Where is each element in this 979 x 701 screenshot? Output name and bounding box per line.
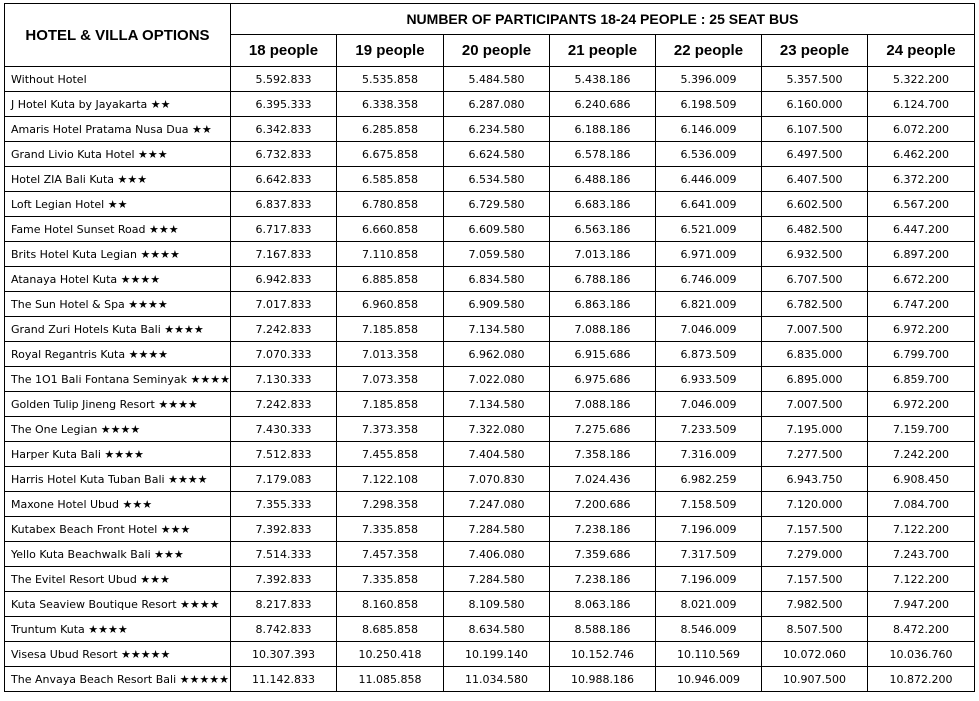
price-cell: 7.406.080 (443, 542, 549, 567)
column-header: 23 people (761, 35, 867, 67)
price-cell: 7.088.186 (549, 317, 655, 342)
price-cell: 7.017.833 (230, 292, 336, 317)
price-cell: 7.242.200 (867, 442, 974, 467)
price-cell: 7.084.700 (867, 492, 974, 517)
table-row (5, 567, 975, 592)
price-cell: 7.122.200 (867, 567, 974, 592)
table-row (5, 67, 975, 92)
price-cell: 7.122.108 (336, 467, 443, 492)
hotel-name-cell: Golden Tulip Jineng Resort ★★★★ (5, 392, 231, 417)
price-cell: 7.007.500 (761, 392, 867, 417)
hotel-name-cell: Grand Livio Kuta Hotel ★★★ (5, 142, 231, 167)
price-cell: 8.021.009 (655, 592, 761, 617)
hotel-name-cell: Harris Hotel Kuta Tuban Bali ★★★★ (5, 467, 231, 492)
price-cell: 7.110.858 (336, 242, 443, 267)
price-cell: 7.358.186 (549, 442, 655, 467)
price-cell: 6.675.858 (336, 142, 443, 167)
price-cell: 6.788.186 (549, 267, 655, 292)
hotel-name-cell: The Sun Hotel & Spa ★★★★ (5, 292, 231, 317)
price-cell: 6.746.009 (655, 267, 761, 292)
price-cell: 7.298.358 (336, 492, 443, 517)
table-row (5, 317, 975, 342)
price-cell: 7.373.358 (336, 417, 443, 442)
price-cell: 7.404.580 (443, 442, 549, 467)
price-cell: 10.152.746 (549, 642, 655, 667)
table-row (5, 417, 975, 442)
price-cell: 7.455.858 (336, 442, 443, 467)
price-cell: 6.747.200 (867, 292, 974, 317)
price-cell: 7.392.833 (230, 517, 336, 542)
price-cell: 6.372.200 (867, 167, 974, 192)
price-cell: 6.234.580 (443, 117, 549, 142)
price-cell: 7.157.500 (761, 567, 867, 592)
price-cell: 6.160.000 (761, 92, 867, 117)
price-cell: 7.130.333 (230, 367, 336, 392)
column-header: 21 people (549, 35, 655, 67)
price-cell: 10.988.186 (549, 667, 655, 692)
price-cell: 10.199.140 (443, 642, 549, 667)
price-cell: 7.196.009 (655, 567, 761, 592)
price-cell: 6.447.200 (867, 217, 974, 242)
table-row (5, 192, 975, 217)
price-cell: 7.512.833 (230, 442, 336, 467)
price-cell: 7.284.580 (443, 567, 549, 592)
price-cell: 7.167.833 (230, 242, 336, 267)
price-cell: 6.602.500 (761, 192, 867, 217)
price-cell: 8.507.500 (761, 617, 867, 642)
price-cell: 6.975.686 (549, 367, 655, 392)
table-row (5, 142, 975, 167)
price-cell: 6.863.186 (549, 292, 655, 317)
hotel-name-cell: The One Legian ★★★★ (5, 417, 231, 442)
price-cell: 6.198.509 (655, 92, 761, 117)
price-cell: 6.933.509 (655, 367, 761, 392)
price-cell: 7.070.830 (443, 467, 549, 492)
hotel-name-cell: Kuta Seaview Boutique Resort ★★★★ (5, 592, 231, 617)
price-cell: 6.782.500 (761, 292, 867, 317)
price-cell: 7.024.436 (549, 467, 655, 492)
price-cell: 7.088.186 (549, 392, 655, 417)
price-cell: 6.962.080 (443, 342, 549, 367)
price-cell: 7.185.858 (336, 392, 443, 417)
price-cell: 7.284.580 (443, 517, 549, 542)
price-cell: 7.013.186 (549, 242, 655, 267)
price-cell: 8.160.858 (336, 592, 443, 617)
price-cell: 10.307.393 (230, 642, 336, 667)
price-cell: 8.546.009 (655, 617, 761, 642)
price-cell: 6.960.858 (336, 292, 443, 317)
hotel-name-cell: Kutabex Beach Front Hotel ★★★ (5, 517, 231, 542)
price-cell: 7.275.686 (549, 417, 655, 442)
price-cell: 6.446.009 (655, 167, 761, 192)
price-cell: 10.072.060 (761, 642, 867, 667)
table-row (5, 267, 975, 292)
price-cell: 7.157.500 (761, 517, 867, 542)
table-row (5, 242, 975, 267)
column-header: 18 people (230, 35, 336, 67)
table-row (5, 117, 975, 142)
price-cell: 7.158.509 (655, 492, 761, 517)
price-cell: 6.287.080 (443, 92, 549, 117)
price-cell: 7.359.686 (549, 542, 655, 567)
price-cell: 10.036.760 (867, 642, 974, 667)
price-cell: 7.046.009 (655, 317, 761, 342)
table-row (5, 342, 975, 367)
table-row (5, 592, 975, 617)
price-cell: 7.022.080 (443, 367, 549, 392)
price-cell: 6.482.500 (761, 217, 867, 242)
price-cell: 7.277.500 (761, 442, 867, 467)
price-cell: 7.247.080 (443, 492, 549, 517)
table-row (5, 92, 975, 117)
price-cell: 6.915.686 (549, 342, 655, 367)
price-cell: 7.335.858 (336, 567, 443, 592)
price-cell: 6.488.186 (549, 167, 655, 192)
price-cell: 8.109.580 (443, 592, 549, 617)
price-cell: 10.872.200 (867, 667, 974, 692)
price-cell: 10.907.500 (761, 667, 867, 692)
price-cell: 8.217.833 (230, 592, 336, 617)
table-row (5, 392, 975, 417)
price-cell: 7.238.186 (549, 517, 655, 542)
hotel-name-cell: Fame Hotel Sunset Road ★★★ (5, 217, 231, 242)
hotel-name-cell: Visesa Ubud Resort ★★★★★ (5, 642, 231, 667)
price-cell: 6.240.686 (549, 92, 655, 117)
hotel-name-cell: Loft Legian Hotel ★★ (5, 192, 231, 217)
price-cell: 6.821.009 (655, 292, 761, 317)
price-cell: 6.124.700 (867, 92, 974, 117)
table-row (5, 542, 975, 567)
price-cell: 7.279.000 (761, 542, 867, 567)
price-cell: 5.396.009 (655, 67, 761, 92)
price-cell: 6.285.858 (336, 117, 443, 142)
price-cell: 6.497.500 (761, 142, 867, 167)
price-cell: 6.909.580 (443, 292, 549, 317)
price-cell: 6.563.186 (549, 217, 655, 242)
price-cell: 6.729.580 (443, 192, 549, 217)
price-cell: 8.634.580 (443, 617, 549, 642)
price-cell: 6.641.009 (655, 192, 761, 217)
price-cell: 7.514.333 (230, 542, 336, 567)
price-cell: 7.134.580 (443, 317, 549, 342)
price-cell: 5.535.858 (336, 67, 443, 92)
table-row (5, 667, 975, 692)
price-cell: 5.357.500 (761, 67, 867, 92)
price-cell: 6.707.500 (761, 267, 867, 292)
price-cell: 7.159.700 (867, 417, 974, 442)
table-row (5, 642, 975, 667)
price-cell: 7.242.833 (230, 392, 336, 417)
table-row (5, 617, 975, 642)
price-cell: 7.242.833 (230, 317, 336, 342)
price-cell: 11.085.858 (336, 667, 443, 692)
price-cell: 6.642.833 (230, 167, 336, 192)
price-cell: 7.322.080 (443, 417, 549, 442)
hotel-name-cell: The Evitel Resort Ubud ★★★ (5, 567, 231, 592)
price-cell: 7.317.509 (655, 542, 761, 567)
price-cell: 7.195.000 (761, 417, 867, 442)
price-cell: 6.897.200 (867, 242, 974, 267)
price-cell: 5.322.200 (867, 67, 974, 92)
hotel-options-header: HOTEL & VILLA OPTIONS (5, 4, 231, 67)
price-cell: 7.134.580 (443, 392, 549, 417)
price-cell: 6.521.009 (655, 217, 761, 242)
price-cell: 6.895.000 (761, 367, 867, 392)
price-cell: 6.943.750 (761, 467, 867, 492)
hotel-name-cell: Atanaya Hotel Kuta ★★★★ (5, 267, 231, 292)
price-cell: 10.946.009 (655, 667, 761, 692)
price-cell: 6.578.186 (549, 142, 655, 167)
price-cell: 7.007.500 (761, 317, 867, 342)
price-cell: 10.250.418 (336, 642, 443, 667)
price-cell: 6.585.858 (336, 167, 443, 192)
table-row (5, 517, 975, 542)
table-row (5, 217, 975, 242)
price-cell: 5.438.186 (549, 67, 655, 92)
price-cell: 6.835.000 (761, 342, 867, 367)
price-cell: 6.971.009 (655, 242, 761, 267)
price-cell: 7.982.500 (761, 592, 867, 617)
price-cell: 6.799.700 (867, 342, 974, 367)
price-cell: 8.472.200 (867, 617, 974, 642)
price-cell: 6.717.833 (230, 217, 336, 242)
price-cell: 6.534.580 (443, 167, 549, 192)
price-cell: 6.107.500 (761, 117, 867, 142)
price-cell: 7.179.083 (230, 467, 336, 492)
price-cell: 6.908.450 (867, 467, 974, 492)
hotel-name-cell: Hotel ZIA Bali Kuta ★★★ (5, 167, 231, 192)
price-cell: 6.188.186 (549, 117, 655, 142)
price-cell: 6.567.200 (867, 192, 974, 217)
price-cell: 6.972.200 (867, 317, 974, 342)
price-cell: 6.873.509 (655, 342, 761, 367)
column-header: 19 people (336, 35, 443, 67)
price-cell: 11.034.580 (443, 667, 549, 692)
price-cell: 6.536.009 (655, 142, 761, 167)
hotel-name-cell: Grand Zuri Hotels Kuta Bali ★★★★ (5, 317, 231, 342)
column-header: 20 people (443, 35, 549, 67)
table-body (5, 67, 975, 692)
participants-group-header: NUMBER OF PARTICIPANTS 18-24 PEOPLE : 25 SEAT BUS (230, 4, 974, 35)
price-cell: 7.355.333 (230, 492, 336, 517)
hotel-name-cell: Maxone Hotel Ubud ★★★ (5, 492, 231, 517)
price-cell: 6.462.200 (867, 142, 974, 167)
price-cell: 6.395.333 (230, 92, 336, 117)
price-cell: 6.146.009 (655, 117, 761, 142)
price-cell: 6.942.833 (230, 267, 336, 292)
price-cell: 7.122.200 (867, 517, 974, 542)
price-cell: 7.196.009 (655, 517, 761, 542)
price-cell: 6.624.580 (443, 142, 549, 167)
price-cell: 6.672.200 (867, 267, 974, 292)
table-header (5, 4, 975, 67)
hotel-name-cell: J Hotel Kuta by Jayakarta ★★ (5, 92, 231, 117)
price-cell: 8.685.858 (336, 617, 443, 642)
price-cell: 7.070.333 (230, 342, 336, 367)
price-cell: 10.110.569 (655, 642, 761, 667)
price-cell: 6.732.833 (230, 142, 336, 167)
table-row (5, 292, 975, 317)
price-cell: 7.430.333 (230, 417, 336, 442)
price-cell: 7.243.700 (867, 542, 974, 567)
hotel-name-cell: The Anvaya Beach Resort Bali ★★★★★ (5, 667, 231, 692)
price-cell: 7.316.009 (655, 442, 761, 467)
price-cell: 7.392.833 (230, 567, 336, 592)
price-cell: 7.059.580 (443, 242, 549, 267)
price-cell: 7.335.858 (336, 517, 443, 542)
column-header: 22 people (655, 35, 761, 67)
price-cell: 6.683.186 (549, 192, 655, 217)
price-cell: 5.592.833 (230, 67, 336, 92)
price-cell: 6.834.580 (443, 267, 549, 292)
price-cell: 6.660.858 (336, 217, 443, 242)
price-cell: 6.780.858 (336, 192, 443, 217)
price-cell: 6.342.833 (230, 117, 336, 142)
price-cell: 8.063.186 (549, 592, 655, 617)
price-cell: 6.885.858 (336, 267, 443, 292)
price-cell: 6.407.500 (761, 167, 867, 192)
hotel-name-cell: Yello Kuta Beachwalk Bali ★★★ (5, 542, 231, 567)
price-cell: 7.046.009 (655, 392, 761, 417)
hotel-name-cell: Amaris Hotel Pratama Nusa Dua ★★ (5, 117, 231, 142)
price-cell: 6.837.833 (230, 192, 336, 217)
hotel-name-cell: Without Hotel (5, 67, 231, 92)
price-cell: 7.073.358 (336, 367, 443, 392)
price-cell: 7.200.686 (549, 492, 655, 517)
price-cell: 7.238.186 (549, 567, 655, 592)
price-cell: 8.742.833 (230, 617, 336, 642)
table-row (5, 492, 975, 517)
hotel-name-cell: Brits Hotel Kuta Legian ★★★★ (5, 242, 231, 267)
price-cell: 6.859.700 (867, 367, 974, 392)
table-row (5, 442, 975, 467)
hotel-name-cell: Truntum Kuta ★★★★ (5, 617, 231, 642)
price-cell: 7.013.358 (336, 342, 443, 367)
hotel-name-cell: The 1O1 Bali Fontana Seminyak ★★★★ (5, 367, 231, 392)
price-cell: 8.588.186 (549, 617, 655, 642)
price-cell: 7.120.000 (761, 492, 867, 517)
price-cell: 5.484.580 (443, 67, 549, 92)
price-cell: 7.185.858 (336, 317, 443, 342)
table-row (5, 467, 975, 492)
price-cell: 6.072.200 (867, 117, 974, 142)
price-cell: 7.233.509 (655, 417, 761, 442)
price-cell: 6.338.358 (336, 92, 443, 117)
price-cell: 11.142.833 (230, 667, 336, 692)
table-row (5, 167, 975, 192)
price-cell: 7.947.200 (867, 592, 974, 617)
hotel-name-cell: Harper Kuta Bali ★★★★ (5, 442, 231, 467)
price-cell: 6.972.200 (867, 392, 974, 417)
price-cell: 7.457.358 (336, 542, 443, 567)
table-row (5, 367, 975, 392)
price-table (4, 3, 975, 692)
hotel-name-cell: Royal Regantris Kuta ★★★★ (5, 342, 231, 367)
column-header: 24 people (867, 35, 974, 67)
price-cell: 6.932.500 (761, 242, 867, 267)
price-cell: 6.982.259 (655, 467, 761, 492)
price-cell: 6.609.580 (443, 217, 549, 242)
